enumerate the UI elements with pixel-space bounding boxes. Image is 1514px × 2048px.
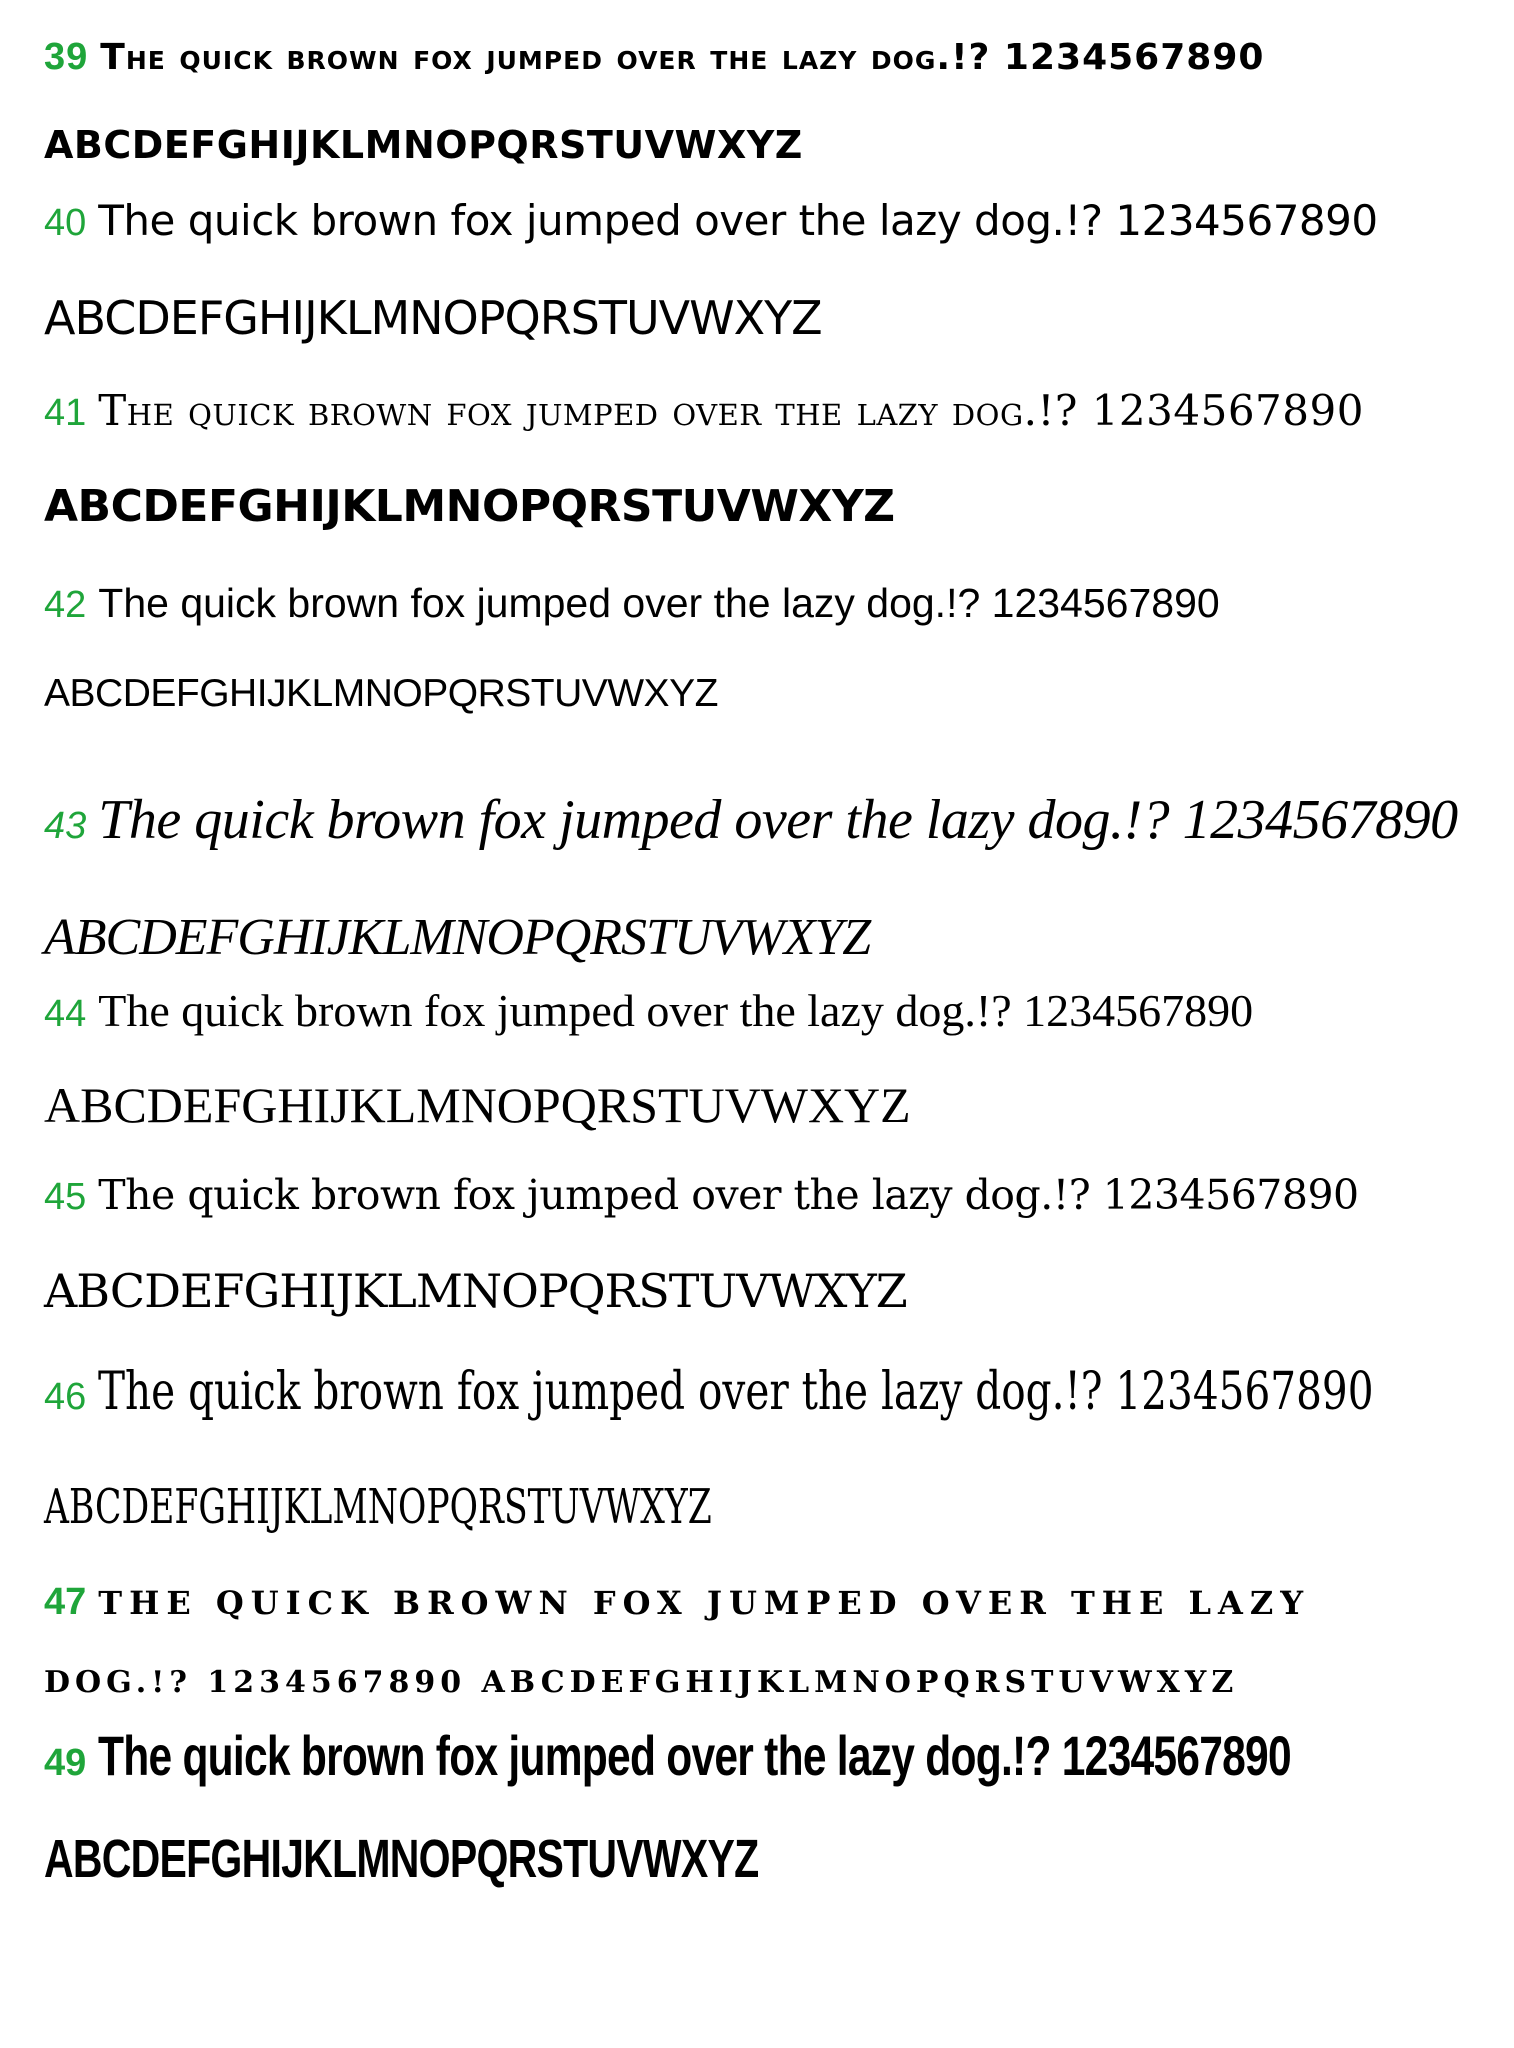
sample-39-line2: ABCDEFGHIJKLMNOPQRSTUVWXYZ	[44, 123, 803, 167]
sample-43-line2: ABCDEFGHIJKLMNOPQRSTUVWXYZ	[44, 909, 871, 966]
sample-42-line2: ABCDEFGHIJKLMNOPQRSTUVWXYZ	[44, 672, 718, 715]
sample-45-line2: ABCDEFGHIJKLMNOPQRSTUVWXYZ	[44, 1264, 907, 1318]
sample-44-line1	[44, 985, 1254, 1036]
sample-44-line2: ABCDEFGHIJKLMNOPQRSTUVWXYZ	[44, 1077, 911, 1133]
sample-text: The quick brown fox jumped over the lazy dog.!? 1234567890	[98, 1724, 1292, 1787]
sample-47-line1	[44, 1583, 1310, 1621]
sample-41-line2: ABCDEFGHIJKLMNOPQRSTUVWXYZ	[44, 481, 895, 532]
sample-text: The quick brown fox jumped over the lazy dog.!? 1234567890	[98, 789, 1458, 851]
sample-text: The quick brown fox jumped over the lazy dog.!? 1234567890	[98, 386, 1364, 435]
sample-text: The quick brown fox jumped over the lazy dog.!? 1234567890	[98, 196, 1378, 245]
sample-number: 49	[44, 1742, 87, 1784]
sample-number: 47	[44, 1581, 87, 1623]
sample-39-line1	[44, 38, 1264, 76]
sample-40-line2: ABCDEFGHIJKLMNOPQRSTUVWXYZ	[44, 291, 822, 345]
sample-number: 46	[44, 1376, 87, 1418]
sample-45-line1	[44, 1171, 1359, 1219]
sample-number: 43	[44, 805, 87, 847]
sample-text: THE QUICK BROWN FOX JUMPED OVER THE LAZY	[98, 1584, 1311, 1622]
sample-47-line2: DOG.!? 1234567890 ABCDEFGHIJKLMNOPQRSTUVWXYZ	[44, 1665, 1239, 1700]
sample-49-line1	[44, 1724, 1514, 1787]
sample-text: The quick brown fox jumped over the lazy dog.!? 1234567890	[100, 37, 1265, 78]
sample-text: The quick brown fox jumped over the lazy dog.!? 1234567890	[98, 985, 1254, 1036]
sample-text: The quick brown fox jumped over the lazy dog.!? 1234567890	[98, 580, 1220, 626]
sample-46-line1	[44, 1362, 1514, 1422]
sample-46-line2: ABCDEFGHIJKLMNOPQRSTUVWXYZ	[44, 1479, 712, 1535]
sample-text: The quick brown fox jumped over the lazy dog.!? 1234567890	[98, 1171, 1359, 1219]
sample-41-line1	[44, 386, 1364, 435]
sample-number: 39	[44, 36, 89, 78]
sample-40-line1	[44, 196, 1378, 245]
sample-number: 45	[44, 1176, 87, 1218]
sample-number: 40	[44, 202, 87, 244]
sample-number: 42	[44, 584, 87, 626]
sample-49-line2: ABCDEFGHIJKLMNOPQRSTUVWXYZ	[44, 1829, 759, 1889]
sample-42-line1	[44, 580, 1220, 626]
sample-text: The quick brown fox jumped over the lazy dog.!? 1234567890	[98, 1362, 1374, 1422]
sample-43-line1	[44, 789, 1458, 851]
sample-number: 44	[44, 993, 87, 1035]
sample-number: 41	[44, 392, 87, 434]
